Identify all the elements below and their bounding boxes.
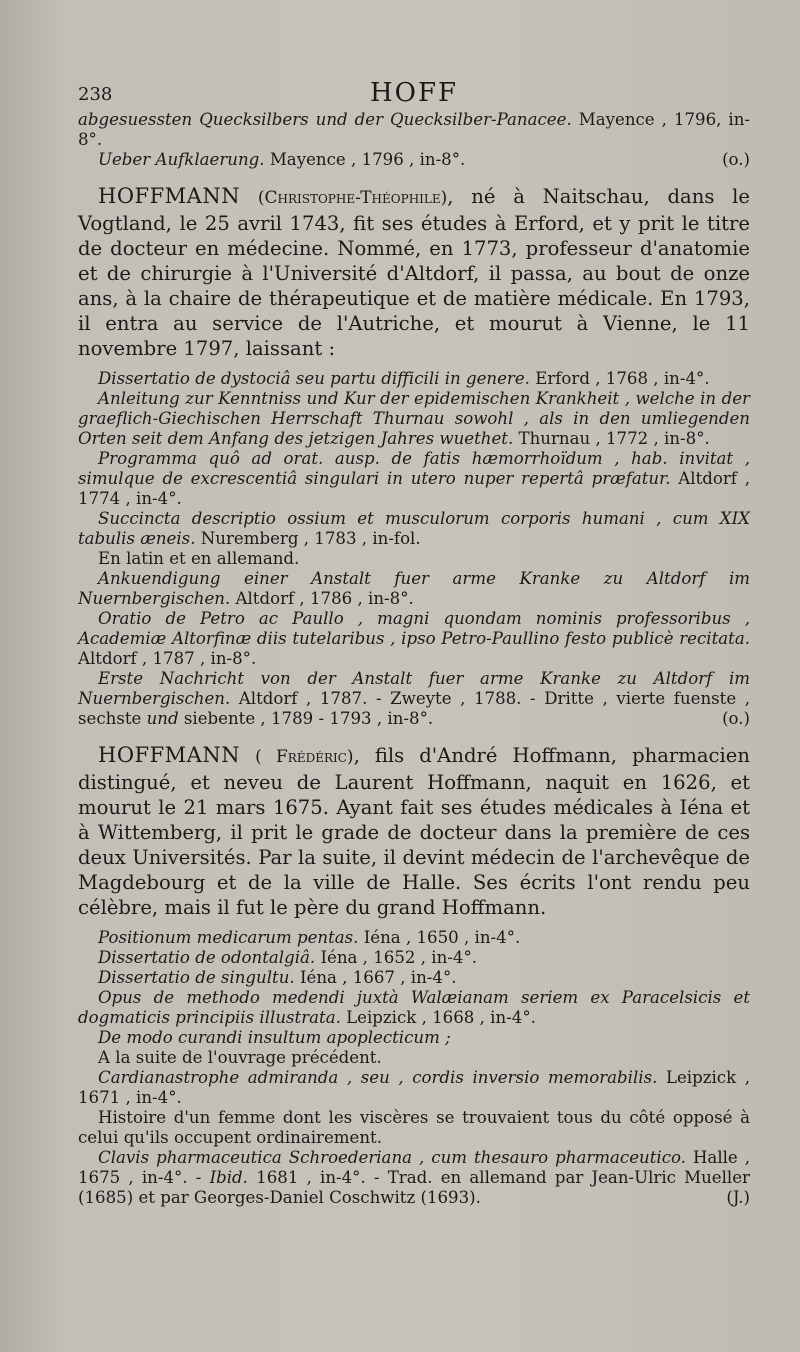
bib-item [78,968,750,988]
work-details: Altdorf , 1786 , in-8°. [230,589,414,608]
work-details: Leipzick , 1671 , in-4°. [78,1068,750,1107]
entry-bio [78,184,750,361]
running-head: HOFF [369,78,459,108]
work-note: A la suite de l'ouvrage précédent. [98,1048,382,1067]
bio-text: , né à Naitschau, dans le Vogtland, le 25 avril 1743, fit ses études à Erford, et y prit le titre de docteur en médecine. Nommé, en 1773, professeur d'anatomie et de chirurgie à l'Université d'Altdorf, il passa, au bout de onze ans, à la chaire de thérapeutique et de matière médicale. En 1793, il entra au service de l'Autriche, et mourut à Vienne, le 11 novembre 1797, laissant : [78,185,751,360]
bibliography-list [78,928,750,1208]
work-note: Histoire d'un femme dont les viscères se trouvaient tous du côté opposé à celui qu'ils occupent ordinairement. [78,1108,750,1147]
work-title: Ueber Aufklaerung. [98,150,265,169]
bib-item [78,569,750,609]
work-details: Altdorf , 1774 , in-4°. [78,469,750,508]
work-details: Halle , 1675 , in-4°. - [78,1148,751,1187]
entry-forenames: ( Frédéric) [255,747,354,767]
work-details: 1681 , in-4°. - Trad. en allemand par Jean-Ulric Mueller (1685) et par Georges-Daniel Coschwitz (1693). [78,1168,750,1207]
bib-item [78,1148,750,1208]
page-number: 238 [78,84,113,105]
bib-item [78,1028,750,1048]
entry-name: HOFFMANN [98,743,241,767]
entry-name: HOFFMANN [98,184,241,208]
entry-forenames: (Christophe-Théophile) [257,188,448,208]
bib-item [78,948,750,968]
work-title: abgesuessten Quecksilbers und der Quecksilber-Panacee. [78,110,572,129]
work-title: Clavis pharmaceutica Schroederiana , cum thesauro pharmaceutico. [98,1148,686,1167]
continuation-line-1 [78,110,750,150]
work-details: Altdorf , 1787. - Zweyte , 1788. - Dritte , vierte fuenste , sechste [78,689,750,728]
work-title: Opus de methodo medendi juxtà Walæianam seriem ex Paracelsicis et dogmaticis principiis illustrata. [78,988,750,1027]
work-note: En latin et en allemand. [98,549,300,568]
work-title: Dissertatio de singultu. [98,968,295,987]
author-signature: (J.) [726,1188,750,1207]
page-header [78,78,750,108]
work-title: Anleitung zur Kenntniss und Kur der epidemischen Krankheit , welche in der graeflich-Giechischen Herrschaft Thurnau sowohl , als in den umliegenden Orten seit dem Anfang des jetzigen Jahres wuethet. [78,389,750,448]
continuation-block [78,110,750,170]
bib-note [78,1048,750,1068]
work-details: Nuremberg , 1783 , in-fol. [195,529,421,548]
bib-item [78,1068,750,1108]
work-details: Mayence , 1796 , in-8°. [264,150,466,169]
work-details: Erford , 1768 , in-4°. [529,369,710,388]
work-details: Iéna , 1650 , in-4°. [358,928,521,947]
work-details: Thurnau , 1772 , in-8°. [513,429,710,448]
work-details-italic: und [146,709,179,728]
work-title: Oratio de Petro ac Paullo , magni quondam nominis professoribus , Academiæ Altorfinæ diis tutelaribus , ipso Petro-Paullino festo publicè recitata. [78,609,750,648]
work-details: Mayence , 1796, in-8°. [78,110,751,149]
work-title: Dissertatio de odontalgiâ. [98,948,316,967]
author-signature: (o.) [722,709,750,728]
bib-item [78,389,750,449]
bib-item [78,669,750,729]
work-title: Cardianastrophe admiranda , seu , cordis inversio memorabilis. [98,1068,658,1087]
work-title: Ankuendigung einer Anstalt fuer arme Kranke zu Altdorf im Nuernbergischen. [78,569,750,608]
work-title: Programma quô ad orat. ausp. de fatis hæmorrhoïdum , hab. invitat , simulque de excrescentiâ singulari in utero nuper repertâ præfatur. [78,449,750,488]
entry-frederic [78,743,750,1208]
bibliography-list [78,369,750,729]
work-title: Erste Nachricht von der Anstalt fuer arme Kranke zu Altdorf im Nuernbergischen. [78,669,750,708]
work-details: siebente , 1789 - 1793 , in-8°. [178,709,434,728]
continuation-line-2 [78,150,750,170]
entry-christophe-theophile [78,184,750,729]
work-details-italic: Ibid. [209,1168,248,1187]
entry-bio [78,743,750,920]
work-title: Dissertatio de dystociâ seu partu difficili in genere. [98,369,530,388]
work-title: Succincta descriptio ossium et musculorum corporis humani , cum XIX tabulis æneis. [78,509,750,548]
bib-item [78,609,750,669]
work-title: Positionum medicarum pentas. [98,928,359,947]
bib-item [78,988,750,1028]
bib-item [78,449,750,509]
work-title: De modo curandi insultum apoplecticum ; [98,1028,451,1047]
bib-note [78,1108,750,1148]
work-details: Iéna , 1667 , in-4°. [294,968,457,987]
bib-item [78,369,750,389]
author-signature: (o.) [722,150,750,169]
work-details: Altdorf , 1787 , in-8°. [78,649,257,668]
work-details: Leipzick , 1668 , in-4°. [340,1008,536,1027]
bib-item [78,928,750,948]
bio-text: , fils d'André Hoffmann, pharmacien distingué, et neveu de Laurent Hoffmann, naquit en 1626, et mourut le 21 mars 1675. Ayant fait ses études médicales à Iéna et à Wittemberg, il prit le grade de docteur dans la première de ces deux Universités. Par la suite, il devint médecin de l'archevêque de Magdebourg et de la ville de Halle. Ses écrits l'ont rendu peu célèbre, mais il fut le père du grand Hoffmann. [78,744,750,919]
work-details: Iéna , 1652 , in-4°. [315,948,478,967]
bib-note [78,549,750,569]
bib-item [78,509,750,549]
